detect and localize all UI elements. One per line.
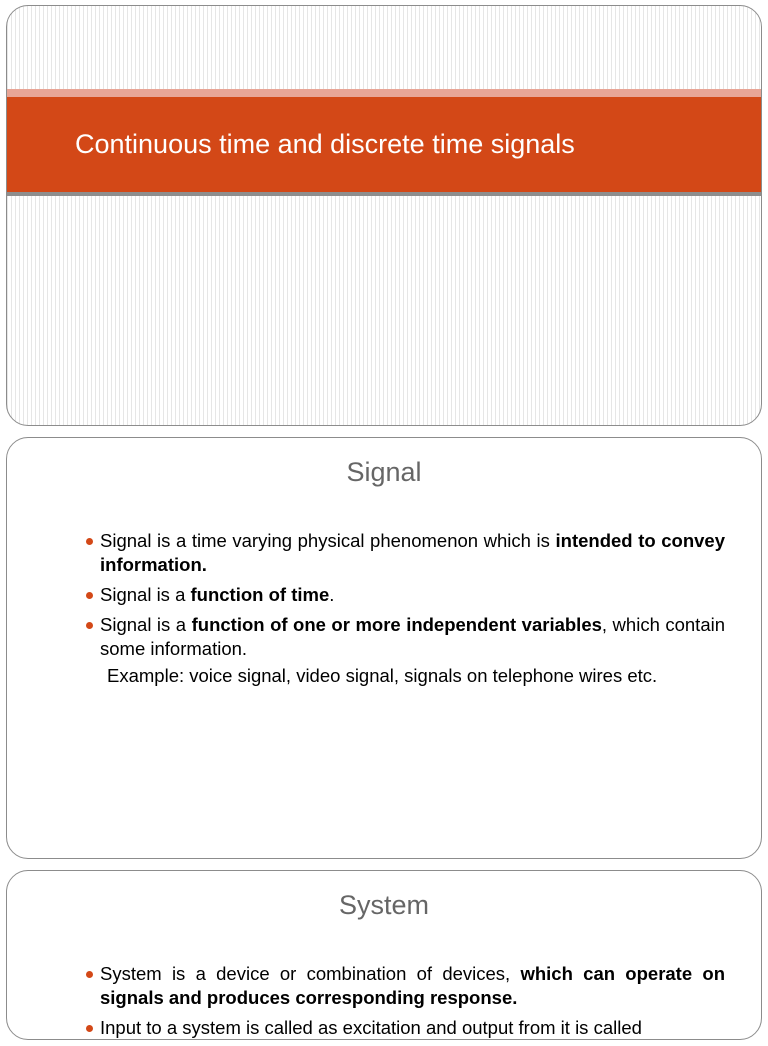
title-slide — [6, 5, 762, 426]
bullet-text-tail: . — [329, 584, 335, 605]
bullet-emphasis: which can operate on signals and produces corresponding response. — [100, 963, 726, 1008]
bullet-emphasis: function of one or more independent variables — [191, 614, 602, 635]
bullet-text: Input to a system is called as excitation and output from it is called — [100, 1017, 642, 1038]
bullet-item — [83, 613, 725, 661]
bullet-item — [83, 529, 725, 577]
title-band-highlight — [7, 89, 761, 97]
slide-title: Continuous time and discrete time signals — [75, 129, 575, 159]
title-band-shadow — [7, 192, 761, 196]
signal-slide — [6, 437, 762, 859]
system-slide — [6, 870, 762, 1040]
bullet-text: System is a device or combination of devices, — [100, 963, 521, 984]
bullet-item — [83, 962, 725, 1010]
bullet-item — [83, 1016, 725, 1040]
bullet-text-tail: , which contain some information. — [100, 614, 726, 659]
bullet-item — [83, 583, 725, 607]
slide-heading-system: System — [338, 890, 430, 920]
bullet-text: Signal is a — [100, 614, 192, 635]
bullet-emphasis: function of time — [190, 584, 330, 605]
example-line: Example: voice signal, video signal, signals on telephone wires etc. — [107, 665, 658, 686]
slide-heading-signal: Signal — [346, 457, 422, 487]
signal-bullet-list — [83, 529, 725, 694]
bullet-emphasis: intended to convey information. — [100, 530, 725, 575]
bullet-text: Signal is a time varying physical phenomenon which is — [100, 530, 556, 551]
system-bullet-list — [83, 962, 725, 1046]
bullet-text: Signal is a — [100, 584, 191, 605]
